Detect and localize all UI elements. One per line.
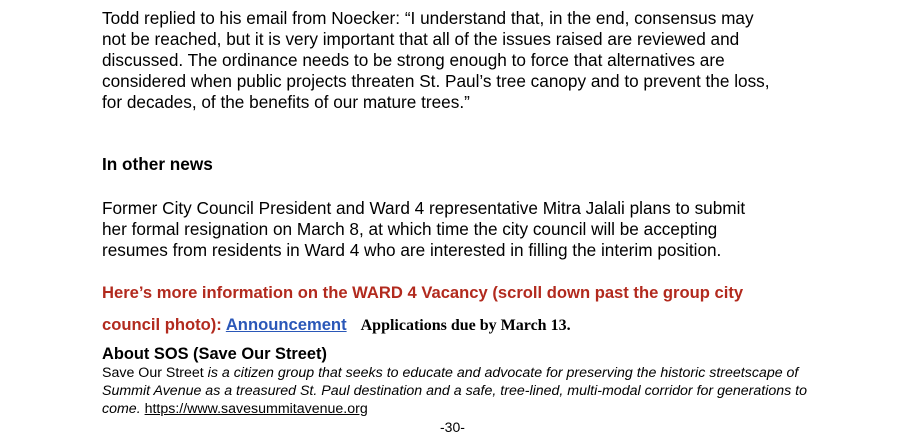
ward-vacancy-info-line-2	[102, 314, 571, 336]
quote-line: Todd replied to his email from Noecker: “I understand that, in the end, consensus may	[102, 8, 754, 28]
website-link[interactable]: https://www.savesummitavenue.org	[144, 401, 368, 417]
about-description-text: is a citizen group that seeks to educate and advocate for preserving the historic streetscape of Summit Avenue as a treasured St. Paul destination and a safe, tree-lined, multi-modal corridor for generations to come.	[102, 365, 808, 417]
quote-line: discussed. The ordinance needs to be strong enough to force that alternatives are	[102, 50, 725, 70]
other-news-heading: In other news	[102, 154, 213, 174]
ward-info-prefix: council photo):	[102, 315, 226, 334]
about-description	[102, 364, 822, 418]
ward-vacancy-info-line: Here’s more information on the WARD 4 Vacancy (scroll down past the group city	[102, 283, 744, 302]
news-line: resumes from residents in Ward 4 who are interested in filling the interim position.	[102, 240, 722, 260]
announcement-link[interactable]: Announcement	[225, 315, 347, 334]
quote-line: not be reached, but it is very important that all of the issues raised are reviewed and	[102, 29, 740, 49]
about-org-name: Save Our Street	[102, 365, 204, 381]
news-line: her formal resignation on March 8, at which time the city council will be accepting	[102, 219, 718, 239]
other-news-paragraph	[102, 198, 822, 261]
applications-due-note: Applications due by March 13.	[360, 317, 571, 334]
quote-line: considered when public projects threaten St. Paul’s tree canopy and to prevent the loss,	[102, 71, 770, 91]
page-number: -30-	[440, 419, 465, 435]
news-line: Former City Council President and Ward 4 representative Mitra Jalali plans to submit	[102, 198, 746, 218]
quote-line: for decades, of the benefits of our mature trees.”	[102, 92, 470, 112]
about-heading: About SOS (Save Our Street)	[102, 345, 327, 363]
quote-paragraph	[102, 8, 822, 113]
